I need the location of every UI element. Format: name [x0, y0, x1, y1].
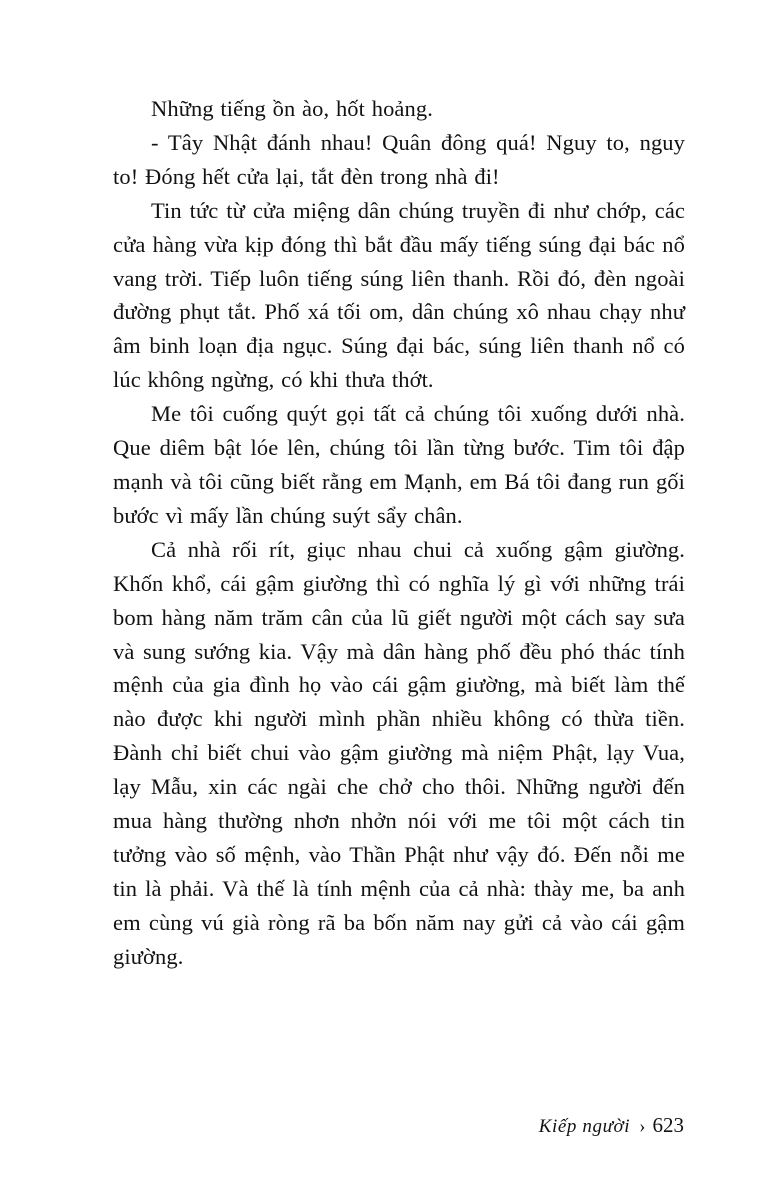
paragraph: Tin tức từ cửa miệng dân chúng truyền đi như chớp, các cửa hàng vừa kịp đóng thì bắt đầu mấy tiếng súng đại bác nổ vang trời. Tiếp luôn tiếng súng liên thanh. Rồi đó, đèn ngoài đường phụt tắt. Phố xá tối om, dân chúng xô nhau chạy như âm binh loạn địa ngục. Súng đại bác, súng liên thanh nổ có lúc không ngừng, có khi thưa thớt. — [113, 197, 685, 393]
footer-separator: › — [639, 1116, 646, 1137]
footer-book-title: Kiếp người — [538, 1116, 631, 1137]
paragraph: Những tiếng ồn ào, hốt hoảng. — [151, 96, 433, 121]
paragraph: Me tôi cuống quýt gọi tất cả chúng tôi xuống dưới nhà. Que diêm bật lóe lên, chúng tôi lần từng bước. Tim tôi đập mạnh và tôi cũng biết rằng em Mạnh, em Bá tôi đang run gối bước vì mấy lần chúng suýt sẩy chân. — [113, 401, 685, 528]
page-footer — [539, 1113, 684, 1138]
page-body — [113, 92, 685, 974]
paragraph: Cả nhà rối rít, giục nhau chui cả xuống gậm giường. Khốn khổ, cái gậm giường thì có nghĩa lý gì với những trái bom hàng năm trăm cân của lũ giết người một cách say sưa và sung sướng kia. Vậy mà dân hàng phố đều phó thác tính mệnh của gia đình họ vào cái gậm giường, mà biết làm thế nào được khi người mình phần nhiều không có thừa tiền. Đành chỉ biết chui vào gậm giường mà niệm Phật, lạy Vua, lạy Mẫu, xin các ngài che chở cho thôi. Những người đến mua hàng thường nhơn nhởn nói với me tôi một cách tin tưởng vào số mệnh, vào Thần Phật như vậy đó. Đến nỗi me tin là phải. Và thế là tính mệnh của cả nhà: thày me, ba anh em cùng vú già ròng rã ba bốn năm nay gửi cả vào cái gậm giường. — [113, 536, 685, 969]
paragraph: - Tây Nhật đánh nhau! Quân đông quá! Nguy to, nguy to! Đóng hết cửa lại, tắt đèn trong nhà đi! — [113, 129, 685, 189]
footer-page-number: 623 — [652, 1113, 684, 1137]
